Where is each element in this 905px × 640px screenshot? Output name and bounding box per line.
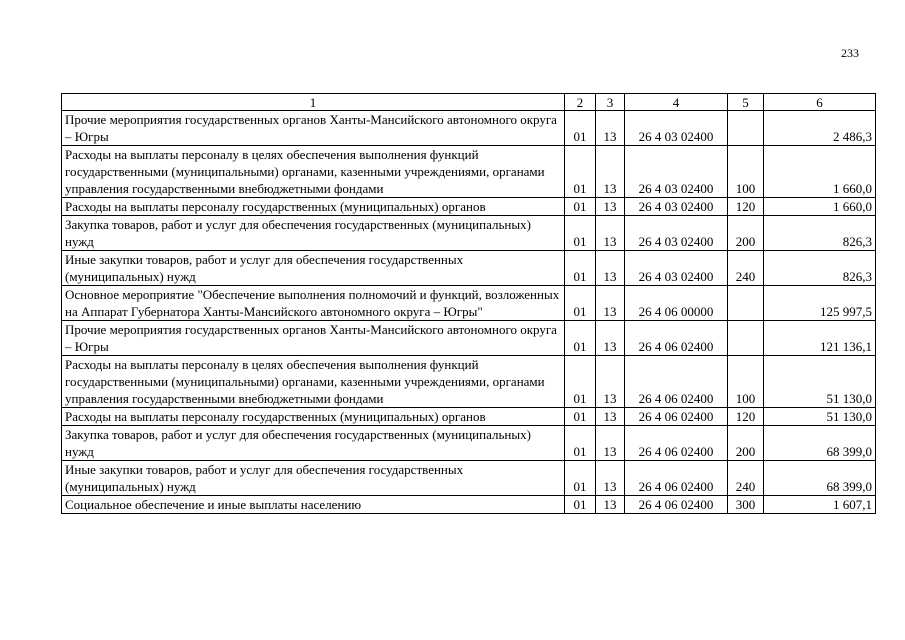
page-number: 233 (841, 46, 859, 60)
row-subsection: 13 (596, 321, 625, 356)
row-amount: 1 607,1 (764, 496, 876, 514)
table-row (62, 146, 876, 198)
row-amount: 826,3 (764, 216, 876, 251)
row-section: 01 (565, 408, 596, 426)
row-subsection: 13 (596, 356, 625, 408)
row-section: 01 (565, 496, 596, 514)
row-expense-type: 240 (728, 251, 764, 286)
row-target-code: 26 4 06 02400 (625, 408, 728, 426)
row-subsection: 13 (596, 198, 625, 216)
row-target-code: 26 4 06 00000 (625, 286, 728, 321)
row-expense-type: 100 (728, 146, 764, 198)
row-section: 01 (565, 461, 596, 496)
header-col-6: 6 (764, 94, 876, 111)
row-section: 01 (565, 286, 596, 321)
table-row (62, 408, 876, 426)
row-expense-type (728, 111, 764, 146)
row-amount: 1 660,0 (764, 198, 876, 216)
budget-table (61, 93, 876, 514)
header-col-1: 1 (62, 94, 565, 111)
row-name: Расходы на выплаты персоналу в целях обеспечения выполнения функций государственными (муниципальными) органами, казенными учреждениями, органами управления государственными внебюджетными фондами (62, 146, 565, 198)
row-target-code: 26 4 06 02400 (625, 426, 728, 461)
table-row (62, 286, 876, 321)
row-name: Прочие мероприятия государственных органов Ханты-Мансийского автономного округа – Югры (62, 111, 565, 146)
row-name: Расходы на выплаты персоналу государственных (муниципальных) органов (62, 408, 565, 426)
row-expense-type: 200 (728, 216, 764, 251)
row-section: 01 (565, 426, 596, 461)
table-row (62, 321, 876, 356)
row-name: Закупка товаров, работ и услуг для обеспечения государственных (муниципальных) нужд (62, 216, 565, 251)
header-col-4: 4 (625, 94, 728, 111)
row-amount: 68 399,0 (764, 426, 876, 461)
row-name: Закупка товаров, работ и услуг для обеспечения государственных (муниципальных) нужд (62, 426, 565, 461)
row-section: 01 (565, 251, 596, 286)
row-name: Иные закупки товаров, работ и услуг для обеспечения государственных (муниципальных) нужд (62, 251, 565, 286)
row-subsection: 13 (596, 408, 625, 426)
row-name: Иные закупки товаров, работ и услуг для обеспечения государственных (муниципальных) нужд (62, 461, 565, 496)
row-name: Основное мероприятие "Обеспечение выполнения полномочий и функций, возложенных на Аппарат Губернатора Ханты-Мансийского автономного округа – Югры" (62, 286, 565, 321)
row-section: 01 (565, 321, 596, 356)
table-row (62, 356, 876, 408)
row-target-code: 26 4 06 02400 (625, 461, 728, 496)
row-expense-type: 240 (728, 461, 764, 496)
header-col-2: 2 (565, 94, 596, 111)
header-col-5: 5 (728, 94, 764, 111)
row-name: Прочие мероприятия государственных органов Ханты-Мансийского автономного округа – Югры (62, 321, 565, 356)
row-amount: 1 660,0 (764, 146, 876, 198)
row-section: 01 (565, 111, 596, 146)
row-subsection: 13 (596, 111, 625, 146)
table-row (62, 111, 876, 146)
row-target-code: 26 4 06 02400 (625, 356, 728, 408)
row-target-code: 26 4 03 02400 (625, 251, 728, 286)
table-header-row (62, 94, 876, 111)
table-row (62, 496, 876, 514)
row-amount: 121 136,1 (764, 321, 876, 356)
row-subsection: 13 (596, 146, 625, 198)
row-subsection: 13 (596, 496, 625, 514)
table-row (62, 251, 876, 286)
row-expense-type: 120 (728, 408, 764, 426)
row-target-code: 26 4 03 02400 (625, 198, 728, 216)
row-expense-type (728, 321, 764, 356)
row-subsection: 13 (596, 426, 625, 461)
row-target-code: 26 4 03 02400 (625, 111, 728, 146)
row-expense-type: 120 (728, 198, 764, 216)
row-amount: 125 997,5 (764, 286, 876, 321)
table-row (62, 461, 876, 496)
row-section: 01 (565, 146, 596, 198)
row-target-code: 26 4 06 02400 (625, 321, 728, 356)
row-expense-type: 200 (728, 426, 764, 461)
row-subsection: 13 (596, 251, 625, 286)
row-target-code: 26 4 03 02400 (625, 146, 728, 198)
row-target-code: 26 4 03 02400 (625, 216, 728, 251)
table-row (62, 426, 876, 461)
row-expense-type: 300 (728, 496, 764, 514)
table-body (62, 111, 876, 514)
row-name: Расходы на выплаты персоналу государственных (муниципальных) органов (62, 198, 565, 216)
row-section: 01 (565, 216, 596, 251)
row-section: 01 (565, 356, 596, 408)
row-target-code: 26 4 06 02400 (625, 496, 728, 514)
row-amount: 2 486,3 (764, 111, 876, 146)
row-subsection: 13 (596, 461, 625, 496)
header-col-3: 3 (596, 94, 625, 111)
table-row (62, 198, 876, 216)
table-row (62, 216, 876, 251)
row-amount: 51 130,0 (764, 408, 876, 426)
row-name: Социальное обеспечение и иные выплаты населению (62, 496, 565, 514)
row-amount: 826,3 (764, 251, 876, 286)
row-amount: 68 399,0 (764, 461, 876, 496)
row-expense-type: 100 (728, 356, 764, 408)
row-section: 01 (565, 198, 596, 216)
row-subsection: 13 (596, 286, 625, 321)
row-expense-type (728, 286, 764, 321)
row-name: Расходы на выплаты персоналу в целях обеспечения выполнения функций государственными (муниципальными) органами, казенными учреждениями, органами управления государственными внебюджетными фондами (62, 356, 565, 408)
row-amount: 51 130,0 (764, 356, 876, 408)
row-subsection: 13 (596, 216, 625, 251)
